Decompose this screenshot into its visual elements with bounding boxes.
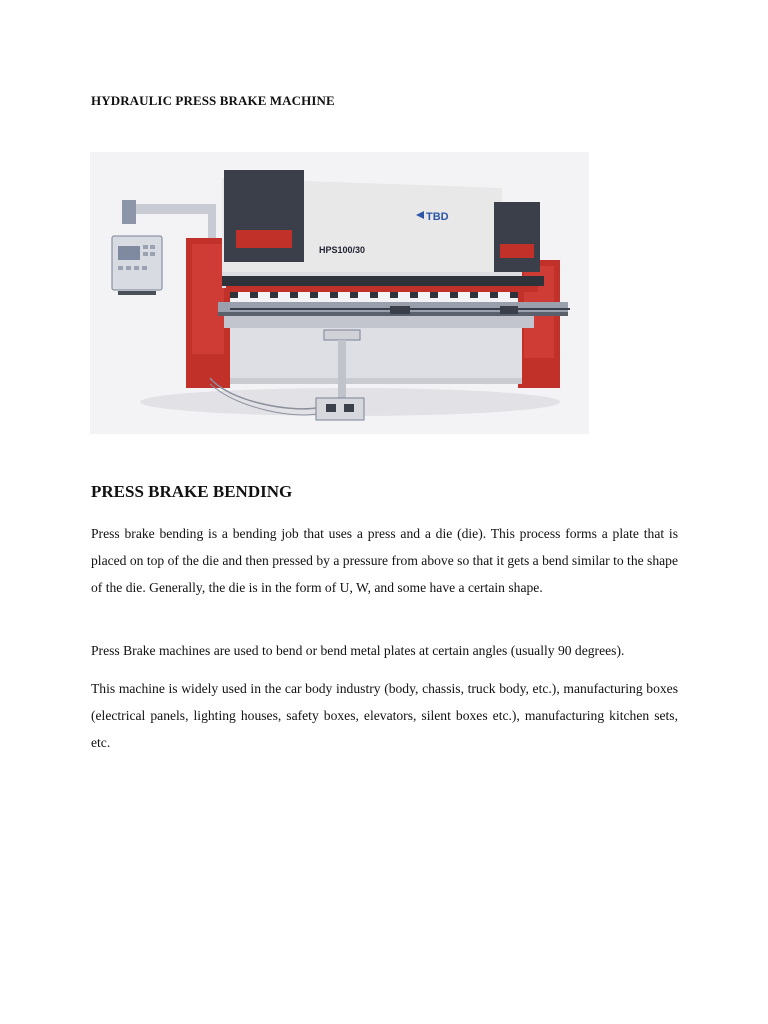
- control-panel: [112, 236, 162, 290]
- pedal-stand: [338, 340, 346, 398]
- left-cylinder-housing: [224, 170, 304, 262]
- model-label: HPS100/30: [319, 245, 366, 255]
- press-brake-machine-photo: [90, 152, 589, 434]
- svg-text:TBD: TBD: [426, 211, 449, 223]
- paragraph-machine-purpose: Press Brake machines are used to bend or bend metal plates at certain angles (usually 90 degrees).: [91, 643, 625, 658]
- pendant-arm: [126, 204, 216, 214]
- section-heading: PRESS BRAKE BENDING: [91, 482, 293, 501]
- paragraph-industry-usage: This machine is widely used in the car body industry (body, chassis, truck body, etc.), manufacturing boxes (electrical panels, lighting houses, safety boxes, elevators, silent boxes etc.), manufacturing kitchen sets, etc.: [91, 681, 678, 750]
- machine-base: [230, 328, 522, 382]
- paragraph-press-brake-bending: Press brake bending is a bending job that uses a press and a die (die). This process forms a plate that is placed on top of the die and then pressed by a pressure from above so that it gets a bend similar to the shape of the die. Generally, the die is in the form of U, W, and some have a certain shape.: [91, 526, 679, 595]
- upper-beam: [222, 276, 544, 286]
- right-cylinder-housing: [494, 202, 540, 272]
- document-title: HYDRAULIC PRESS BRAKE MACHINE: [91, 93, 335, 108]
- foot-pedal: [316, 398, 364, 420]
